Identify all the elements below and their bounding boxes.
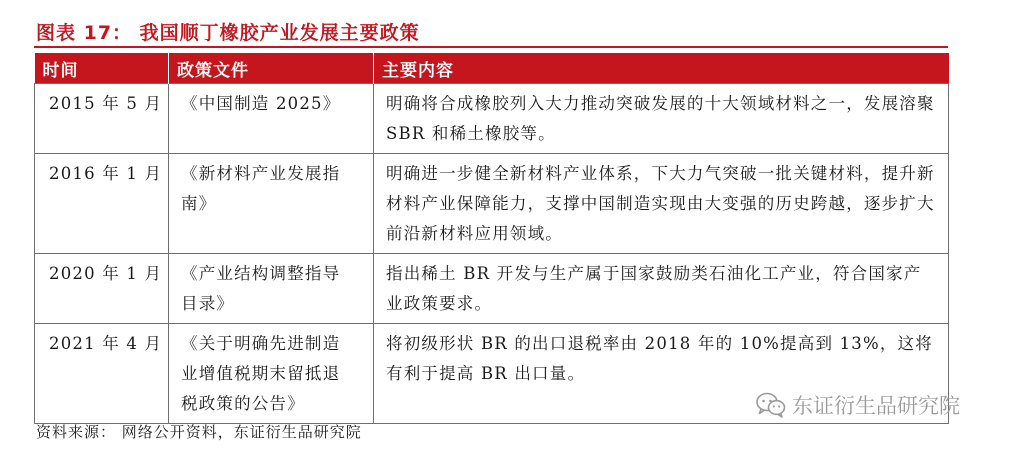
date-text: 2020 年 1 月 — [49, 264, 163, 283]
content-text: 明确进一步健全新材料产业体系，下大力气突破一批关键材料，提升新材料产业保障能力，支撑中国制造实现由大变强的历史跨越，逐步扩大前沿新材料应用领域。 — [386, 164, 935, 243]
column-header-document: 政策文件 — [169, 53, 374, 84]
content-text: 将初级形状 BR 的出口退税率由 2018 年的 10%提高到 13%，这将有利于提高 BR 出口量。 — [386, 334, 933, 383]
cell-date — [35, 84, 169, 154]
cell-content — [374, 84, 949, 154]
content-text: 明确将合成橡胶列入大力推动突破发展的十大领域材料之一，发展溶聚 SBR 和稀土橡胶等。 — [386, 94, 935, 143]
content-text: 指出稀土 BR 开发与生产属于国家鼓励类石油化工产业，符合国家产业政策要求。 — [386, 264, 922, 313]
watermark — [756, 390, 960, 420]
cell-document — [169, 324, 374, 424]
wechat-icon — [756, 392, 786, 418]
table-row — [35, 254, 949, 324]
cell-date — [35, 324, 169, 424]
cell-content — [374, 254, 949, 324]
title-rule — [34, 46, 948, 48]
cell-document — [169, 254, 374, 324]
table-row — [35, 84, 949, 154]
date-text: 2015 年 5 月 — [49, 94, 163, 113]
source-note: 资料来源： 网络公开资料，东证衍生品研究院 — [36, 423, 362, 441]
table-header-row — [35, 53, 949, 84]
document-text: 《关于明确先进制造业增值税期末留抵退税政策的公告》 — [181, 334, 341, 413]
document-text: 《中国制造 2025》 — [181, 94, 341, 113]
column-header-content: 主要内容 — [374, 53, 949, 84]
date-text: 2016 年 1 月 — [49, 164, 163, 183]
document-text: 《产业结构调整指导目录》 — [181, 264, 341, 313]
date-text: 2021 年 4 月 — [49, 334, 163, 353]
document-text: 《新材料产业发展指南》 — [181, 164, 341, 213]
cell-document — [169, 154, 374, 254]
cell-date — [35, 154, 169, 254]
cell-document — [169, 84, 374, 154]
policy-table — [34, 53, 949, 424]
column-header-date: 时间 — [35, 53, 169, 84]
cell-date — [35, 254, 169, 324]
table-row — [35, 154, 949, 254]
watermark-text: 东证衍生品研究院 — [792, 394, 960, 418]
cell-content — [374, 154, 949, 254]
figure-title: 图表 17： 我国顺丁橡胶产业发展主要政策 — [36, 22, 420, 44]
